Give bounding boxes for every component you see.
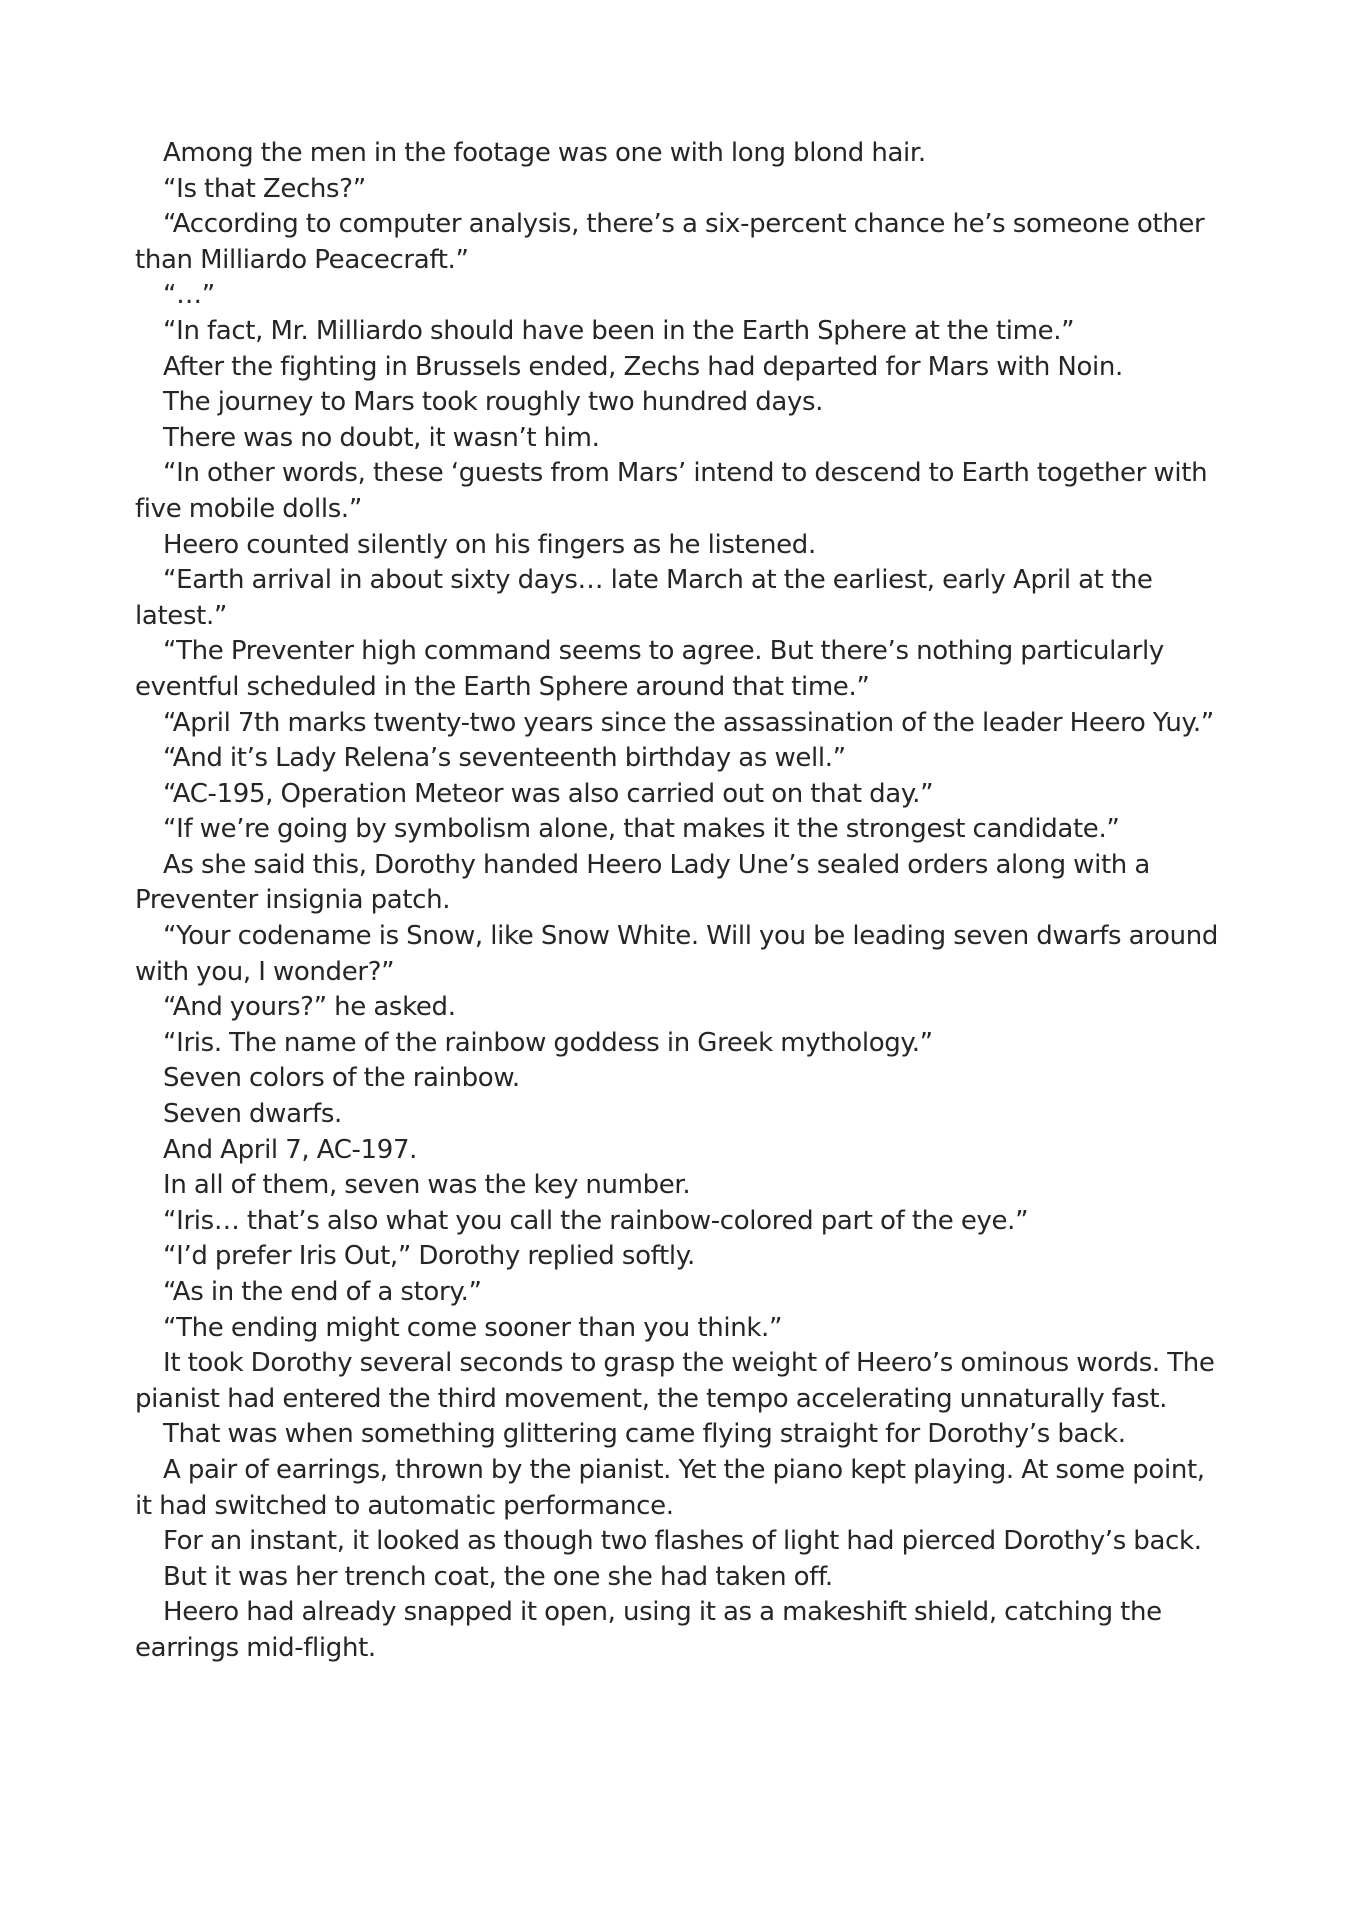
- paragraph: A pair of earrings, thrown by the pianist. Yet the piano kept playing. At some point, it had switched to automatic performance.: [135, 1454, 1205, 1521]
- paragraph: Seven colors of the rainbow.: [163, 1063, 520, 1094]
- paragraph: “The ending might come sooner than you think.”: [163, 1312, 783, 1343]
- paragraph: “As in the end of a story.”: [163, 1277, 482, 1307]
- paragraph: That was when something glittering came flying straight for Dorothy’s back.: [163, 1419, 1126, 1450]
- paragraph: And April 7, AC-197.: [163, 1134, 418, 1165]
- paragraph: “Earth arrival in about sixty days… late March at the earliest, early April at the latest.”: [135, 565, 1153, 631]
- paragraph: “In other words, these ‘guests from Mars’ intend to descend to Earth together with five mobile dolls.”: [135, 458, 1208, 524]
- paragraph: “The Preventer high command seems to agree. But there’s nothing particularly eventful scheduled in the Earth Sphere around that time.”: [135, 636, 1164, 702]
- paragraph: “In fact, Mr. Milliardo should have been in the Earth Sphere at the time.”: [163, 315, 1075, 346]
- paragraph: “…”: [163, 280, 215, 311]
- paragraph: “And it’s Lady Relena’s seventeenth birthday as well.”: [163, 743, 846, 774]
- paragraph: “Iris… that’s also what you call the rainbow-colored part of the eye.”: [163, 1205, 1029, 1236]
- paragraph: As she said this, Dorothy handed Heero Lady Une’s sealed orders along with a Preventer insignia patch.: [135, 849, 1150, 916]
- paragraph: After the fighting in Brussels ended, Zechs had departed for Mars with Noin.: [163, 351, 1123, 382]
- paragraph: For an instant, it looked as though two flashes of light had pierced Dorothy’s back.: [163, 1526, 1202, 1557]
- paragraph: Among the men in the footage was one with long blond hair.: [163, 138, 926, 168]
- paragraph: In all of them, seven was the key number.: [163, 1170, 691, 1201]
- paragraph: “Is that Zechs?”: [163, 173, 366, 204]
- paragraph: The journey to Mars took roughly two hundred days.: [163, 387, 824, 418]
- page-body-text: [135, 136, 1225, 1667]
- paragraph: “April 7th marks twenty-two years since the assassination of the leader Heero Yuy.”: [163, 707, 1214, 738]
- paragraph: “Your codename is Snow, like Snow White. Will you be leading seven dwarfs around with you, I wonder?”: [135, 921, 1218, 987]
- paragraph: Heero had already snapped it open, using it as a makeshift shield, catching the earrings mid-flight.: [135, 1597, 1162, 1663]
- paragraph: It took Dorothy several seconds to grasp the weight of Heero’s ominous words. The pianist had entered the third movement, the tempo accelerating unnaturally fast.: [135, 1348, 1215, 1414]
- paragraph: There was no doubt, it wasn’t him.: [163, 422, 600, 453]
- paragraph: “AC-195, Operation Meteor was also carried out on that day.”: [163, 778, 934, 809]
- paragraph: Heero counted silently on his fingers as he listened.: [163, 529, 816, 560]
- paragraph: “I’d prefer Iris Out,” Dorothy replied softly.: [163, 1241, 695, 1272]
- paragraph: “If we’re going by symbolism alone, that makes it the strongest candidate.”: [163, 814, 1120, 845]
- paragraph: “According to computer analysis, there’s a six-percent chance he’s someone other than Milliardo Peacecraft.”: [135, 209, 1205, 275]
- paragraph: “And yours?” he asked.: [163, 992, 456, 1023]
- paragraph: But it was her trench coat, the one she had taken off.: [163, 1561, 833, 1592]
- paragraph: Seven dwarfs.: [163, 1099, 342, 1130]
- paragraph: “Iris. The name of the rainbow goddess in Greek mythology.”: [163, 1027, 933, 1058]
